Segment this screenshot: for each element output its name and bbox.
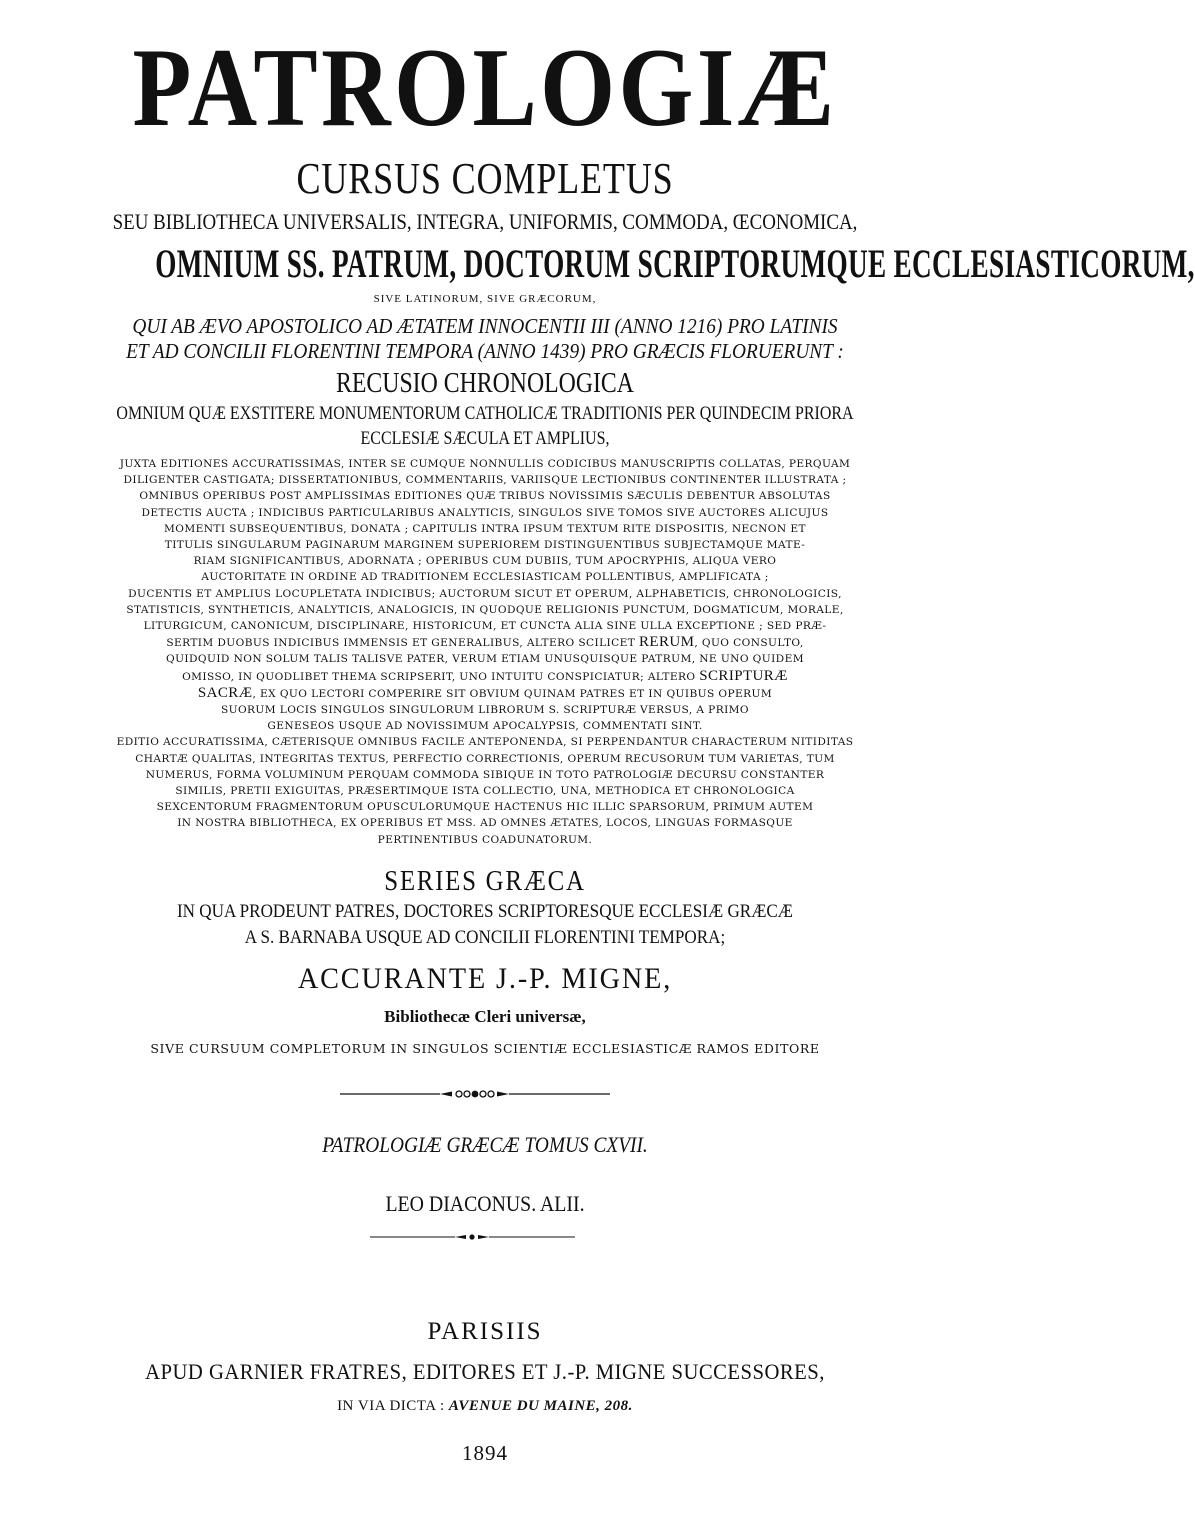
subtitle: CURSUS COMPLETUS [296, 154, 674, 203]
body-line: DETECTIS AUCTA ; INDICIBUS PARTICULARIBUS ANALYTICIS, SINGULOS SIVE TOMOS SIVE AUCTORES ALICUJUS [141, 506, 829, 519]
sive-cursuum-line: SIVE CURSUUM COMPLETORUM IN SINGULOS SCIENTIÆ ECCLESIASTICÆ RAMOS EDITORE [150, 1041, 820, 1056]
series-heading: SERIES GRÆCA [384, 865, 586, 897]
body-line: OMNIBUS OPERIBUS POST AMPLISSIMAS EDITIONES QUÆ TRIBUS NOVISSIMIS SÆCULIS DEBENTUR ABSOLUTAS [139, 490, 831, 503]
line-sive-latinorum: SIVE LATINORUM, SIVE GRÆCORUM, [373, 293, 597, 305]
body-line: SUORUM LOCIS SINGULOS SINGULORUM LIBRORUM S. SCRIPTURÆ VERSUS, A PRIMO [220, 704, 749, 717]
body-line: AUCTORITATE IN ORDINE AD TRADITIONEM ECCLESIASTICAM POLLENTIBUS, AMPLIFICATA ; [201, 571, 769, 584]
body-line: CHARTÆ QUALITAS, INTEGRITAS TEXTUS, PERFECTIO CORRECTIONIS, OPERUM RECUSORUM TUM VARIETAS, TUM [135, 752, 835, 765]
contents-line: LEO DIACONUS. ALII. [385, 1191, 585, 1216]
body-line: SEXCENTORUM FRAGMENTORUM OPUSCULORUMQUE HACTENUS HIC ILLIC SPARSORUM, PRIMUM AUTEM [156, 801, 814, 814]
body-line: SIMILIS, PRETII EXIGUITAS, PRÆSERTIMQUE ISTA COLLECTIO, UNA, METHODICA ET CHRONOLOGICA [175, 785, 795, 798]
line-et-ad-concilii: ET AD CONCILII FLORENTINI TEMPORA (ANNO 1439) PRO GRÆCIS FLORUERUNT : [126, 339, 844, 363]
ornament-divider-1 [0, 1086, 970, 1102]
address-line [0, 1396, 970, 1416]
body-line: SACRÆ, EX QUO LECTORI COMPERIRE SIT OBVIUM QUINAM PATRES ET IN QUIBUS OPERUM [197, 684, 773, 701]
line-seu-bibliotheca: SEU BIBLIOTHECA UNIVERSALIS, INTEGRA, UNIFORMIS, COMMODA, ŒCONOMICA, [112, 209, 858, 234]
place-of-publication: PARISIIS [427, 1318, 543, 1345]
body-line: QUIDQUID NON SOLUM TALIS TALISVE PATER, VERUM ETIAM UNUSQUISQUE PATRUM, NE UNO QUIDEM [166, 653, 804, 666]
body-line: OMISSO, IN QUODLIBET THEMA SCRIPSERIT, UNO INTUITU CONSPICIATUR; ALTERO SCRIPTURÆ [182, 667, 788, 684]
line-qui-ab-aevo: QUI AB ÆVO APOSTOLICO AD ÆTATEM INNOCENTII III (ANNO 1216) PRO LATINIS [132, 314, 838, 338]
publication-year: 1894 [462, 1441, 508, 1465]
body-line: DILIGENTER CASTIGATA; DISSERTATIONIBUS, COMMENTARIIS, VARIISQUE LECTIONIBUS CONTINENTER ILLUSTRATA ; [123, 474, 847, 487]
line-omnium-patrum: OMNIUM SS. PATRUM, DOCTORUM SCRIPTORUMQUE ECCLESIASTICORUM, [155, 241, 1195, 286]
body-line: RIAM SIGNIFICANTIBUS, ADORNATA ; OPERIBUS CUM DUBIIS, TUM APOCRYPHIS, ALIQUA VERO [193, 555, 777, 568]
body-line: JUXTA EDITIONES ACCURATISSIMAS, INTER SE CUMQUE NONNULLIS CODICIBUS MANUSCRIPTIS COLLATAS, PERQUAM [119, 458, 851, 470]
ornament-divider-2 [0, 1230, 970, 1244]
body-line: GENESEOS USQUE AD NOVISSIMUM APOCALYPSIS, COMMENTATI SINT. [267, 720, 703, 733]
body-line: TITULIS SINGULARUM PAGINARUM MARGINEM SUPERIOREM DISTINGUENTIBUS SUBJECTAMQUE MATE- [164, 539, 806, 552]
address-street: AVENUE DU MAINE, 208. [448, 1398, 633, 1414]
body-line: STATISTICIS, SYNTHETICIS, ANALYTICIS, ANALOGICIS, IN QUODQUE RELIGIONIS PUNCTUM, DOGMATICUM, MORALE, [126, 603, 844, 616]
body-line: NUMERUS, FORMA VOLUMINUM PERQUAM COMMODA SIBIQUE IN TOTO PATROLOGIÆ DECURSU CONSTANTER [145, 768, 825, 781]
recusio-heading: RECUSIO CHRONOLOGICA [336, 367, 634, 399]
line-a-barnaba: A S. BARNABA USQUE AD CONCILII FLORENTINI TEMPORA; [244, 927, 726, 948]
tomus-line: PATROLOGIÆ GRÆCÆ TOMUS CXVII. [322, 1132, 648, 1157]
line-omnium-quae: OMNIUM QUÆ EXSTITERE MONUMENTORUM CATHOLICÆ TRADITIONIS PER QUINDECIM PRIORA [116, 403, 854, 424]
description-paragraph [0, 456, 970, 848]
body-line: EDITIO ACCURATISSIMA, CÆTERISQUE OMNIBUS FACILE ANTEPONENDA, SI PERPENDANTUR CHARACTERUM NITIDITAS [116, 736, 854, 749]
line-in-qua: IN QUA PRODEUNT PATRES, DOCTORES SCRIPTORESQUE ECCLESIÆ GRÆCÆ [176, 901, 794, 922]
body-line: LITURGICUM, CANONICUM, DISCIPLINARE, HISTORICUM, ET CUNCTA ALIA SINE ULLA EXCEPTIONE ; SED PRÆ- [143, 620, 827, 633]
body-line: MOMENTI SUBSEQUENTIBUS, DONATA ; CAPITULIS INTRA IPSUM TEXTUM RITE DISPOSITIS, NECNON ET [164, 522, 806, 535]
publisher-line: APUD GARNIER FRATRES, EDITORES ET J.-P. MIGNE SUCCESSORES, [145, 1359, 825, 1384]
body-line: IN NOSTRA BIBLIOTHECA, EX OPERIBUS ET MSS. AD OMNES ÆTATES, LOCOS, LINGUAS FORMASQUE [177, 817, 793, 830]
editor-line: ACCURANTE J.-P. MIGNE, [297, 962, 673, 995]
bibliothecae-line: Bibliothecæ Cleri universæ, [384, 1007, 586, 1026]
body-line: DUCENTIS ET AMPLIUS LOCUPLETATA INDICIBUS; AUCTORUM SICUT ET OPERUM, ALPHABETICIS, CHRONOLOGICIS, [128, 587, 842, 600]
main-title: PATROLOGIÆ [132, 26, 838, 150]
body-line: SERTIM DUOBUS INDICIBUS IMMENSIS ET GENERALIBUS, ALTERO SCILICET RERUM, QUO CONSULTO, [166, 634, 804, 651]
line-ecclesiae-saecula: ECCLESIÆ SÆCULA ET AMPLIUS, [360, 428, 610, 449]
body-line: PERTINENTIBUS COADUNATORUM. [377, 833, 593, 846]
address-prefix: IN VIA DICTA : [337, 1398, 445, 1414]
